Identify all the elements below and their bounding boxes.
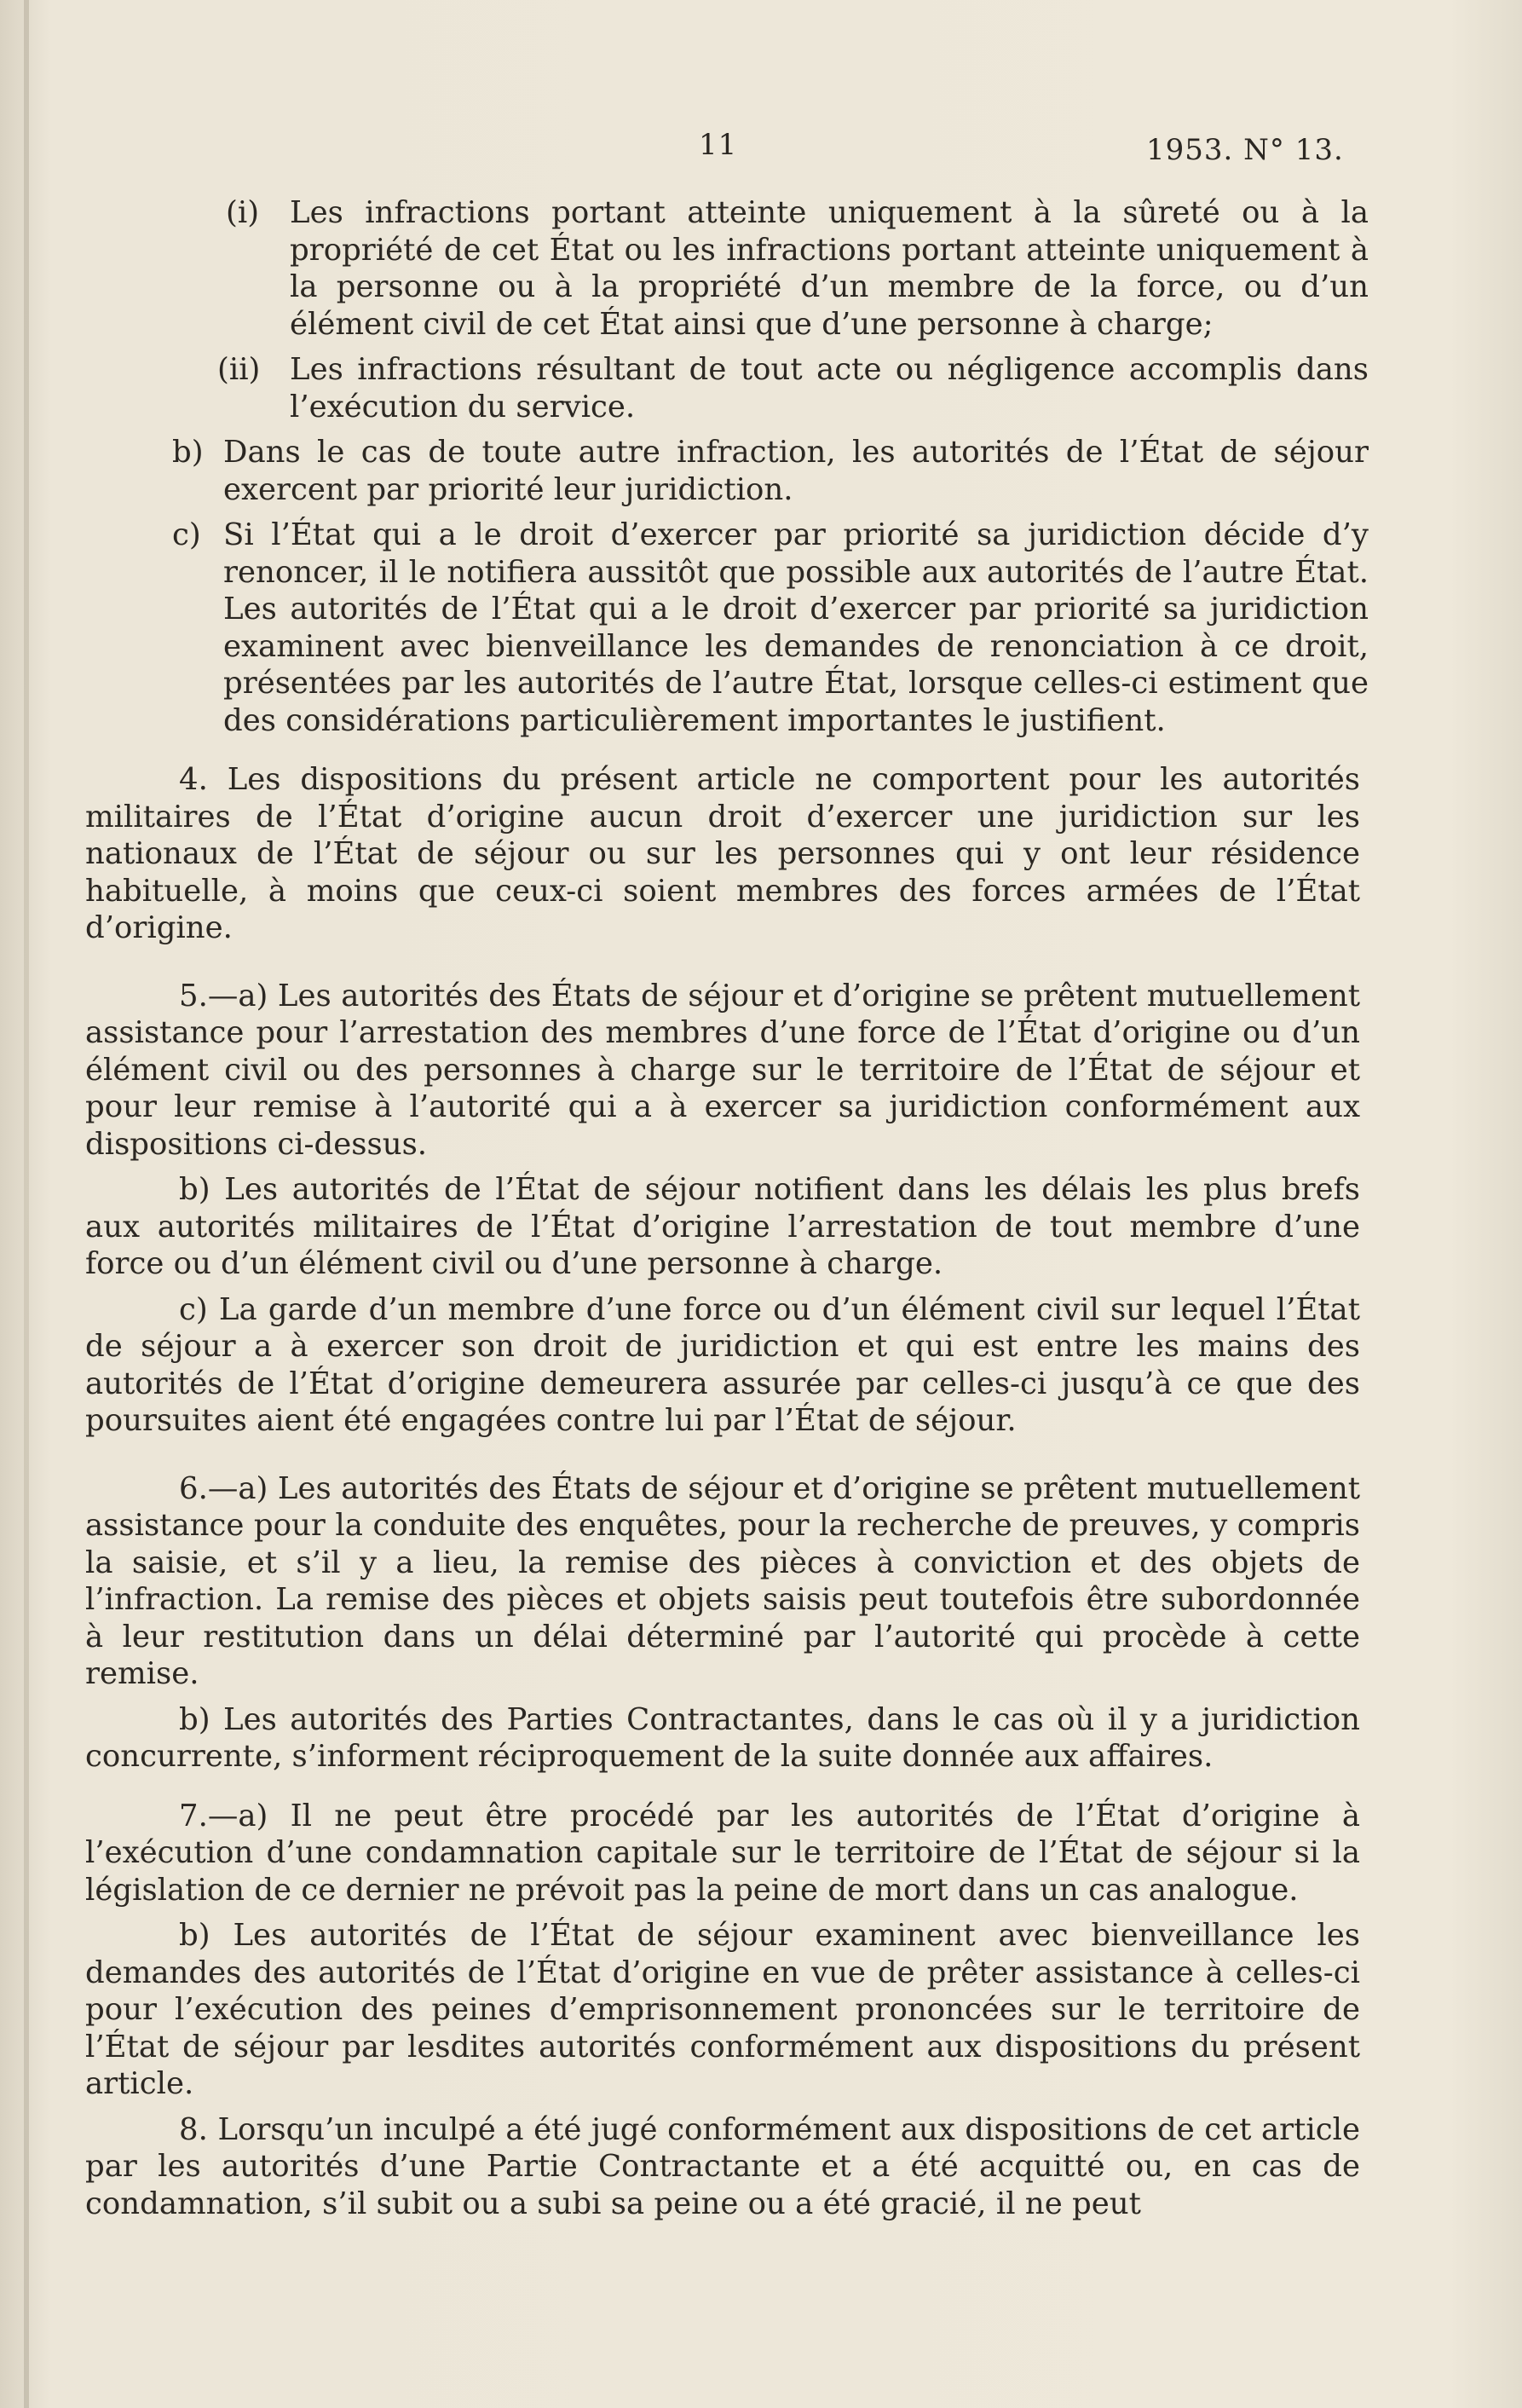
paragraph-7b [85,1917,1360,2103]
clause-ii [217,351,1369,425]
paragraph-6a [85,1470,1360,1693]
paragraph-text: b) Les autorités des Parties Contractantes, dans le cas où il y a juridiction concurrente, s’informent réciproquement de la suite donnée aux affaires. [85,1701,1360,1774]
clause-label: b) [172,435,204,470]
paragraph-8 [85,2111,1360,2223]
body-text [0,194,1522,2231]
clause-label: (i) [226,195,260,230]
clause-text: Si l’État qui a le droit d’exercer par priorité sa juridiction décide d’y renoncer, il le notifiera aussitôt que possible aux autorités de l’autre État. Les autorités de l’État qui a le droit d’exercer par priorité sa juridiction examinent avec bienveillance les demandes de renonciation à ce droit, présentées par les autorités de l’autre État, lorsque celles-ci estiment que des considérations particulièrement importantes le justifient. [223,517,1369,738]
clause-text: Dans le cas de toute autre infraction, les autorités de l’État de séjour exercent par priorité leur juridiction. [223,435,1369,507]
paragraph-6b [85,1701,1360,1776]
paragraph-5c [85,1291,1360,1440]
clause-3b [172,434,1369,508]
paragraph-text: 5.—a) Les autorités des États de séjour et d’origine se prêtent mutuellement assistance pour l’arrestation des membres d’une force de l’État d’origine ou d’un élément civil ou des personnes à charge sur le territoire de l’État de séjour et pour leur remise à l’autorité qui a à exercer sa juridiction conformément aux dispositions ci-dessus. [85,978,1360,1162]
paragraph-text: 4. Les dispositions du présent article ne comportent pour les autorités militaires de l’État d’origine aucun droit d’exercer une juridiction sur les nationaux de l’État de séjour ou sur les personnes qui y ont leur résidence habituelle, à moins que ceux-ci soient membres des forces armées de l’État d’origine. [85,762,1360,945]
paragraph-text: 7.—a) Il ne peut être procédé par les autorités de l’État d’origine à l’exécution d’une condamnation capitale sur le territoire de l’État de séjour si la législation de ce dernier ne prévoit pas la peine de mort dans un cas analogue. [85,1798,1360,1908]
paragraph-text: c) La garde d’un membre d’une force ou d’un élément civil sur lequel l’État de séjour a à exercer son droit de juridiction et qui est entre les mains des autorités de l’État d’origine demeurera assurée par celles-ci jusqu’à ce que des poursuites aient été engagées contre lui par l’État de séjour. [85,1291,1360,1438]
paragraph-text: b) Les autorités de l’État de séjour examinent avec bienveillance les demandes des autorités de l’État d’origine en vue de prêter assistance à celles-ci pour l’exécution des peines d’emprisonnement prononcées sur le territoire de l’État de séjour par lesdites autorités conformément aux dispositions du présent article. [85,1918,1360,2101]
paragraph-4 [85,761,1360,947]
paragraph-5a [85,978,1360,1164]
clause-text: Les infractions résultant de tout acte ou négligence accomplis dans l’exécution du service. [290,352,1369,424]
treaty-reference: 1953. N° 13. [1146,133,1344,167]
clause-3c [172,517,1369,739]
page-number: 11 [699,128,738,162]
clause-text: Les infractions portant atteinte uniquement à la sûreté ou à la propriété de cet État ou les infractions portant atteinte uniquement à la personne ou à la propriété d’un membre de la force, ou d’un élément civil de cet État ainsi que d’une personne à charge; [290,195,1369,342]
clause-i [226,194,1369,343]
paragraph-text: 6.—a) Les autorités des États de séjour et d’origine se prêtent mutuellement assistance pour la conduite des enquêtes, pour la recherche de preuves, y compris la saisie, et s’il y a lieu, la remise des pièces à conviction et des objets de l’infraction. La remise des pièces et objets saisis peut toutefois être subordonnée à leur restitution dans un délai déterminé par l’autorité qui procède à cette remise. [85,1470,1360,1691]
paragraph-text: 8. Lorsqu’un inculpé a été jugé conformément aux dispositions de cet article par les autorités d’une Partie Contractante et a été acquitté ou, en cas de condamnation, s’il subit ou a subi sa peine ou a été gracié, il ne peut [85,2111,1360,2221]
paragraph-5b [85,1171,1360,1283]
paragraph-text: b) Les autorités de l’État de séjour notifient dans les délais les plus brefs aux autorités militaires de l’État d’origine l’arrestation de tout membre d’une force ou d’un élément civil ou d’une personne à charge. [85,1172,1360,1281]
page-header [0,128,1522,179]
clause-label: (ii) [217,352,261,387]
clause-label: c) [172,517,201,552]
paragraph-7a [85,1798,1360,1909]
